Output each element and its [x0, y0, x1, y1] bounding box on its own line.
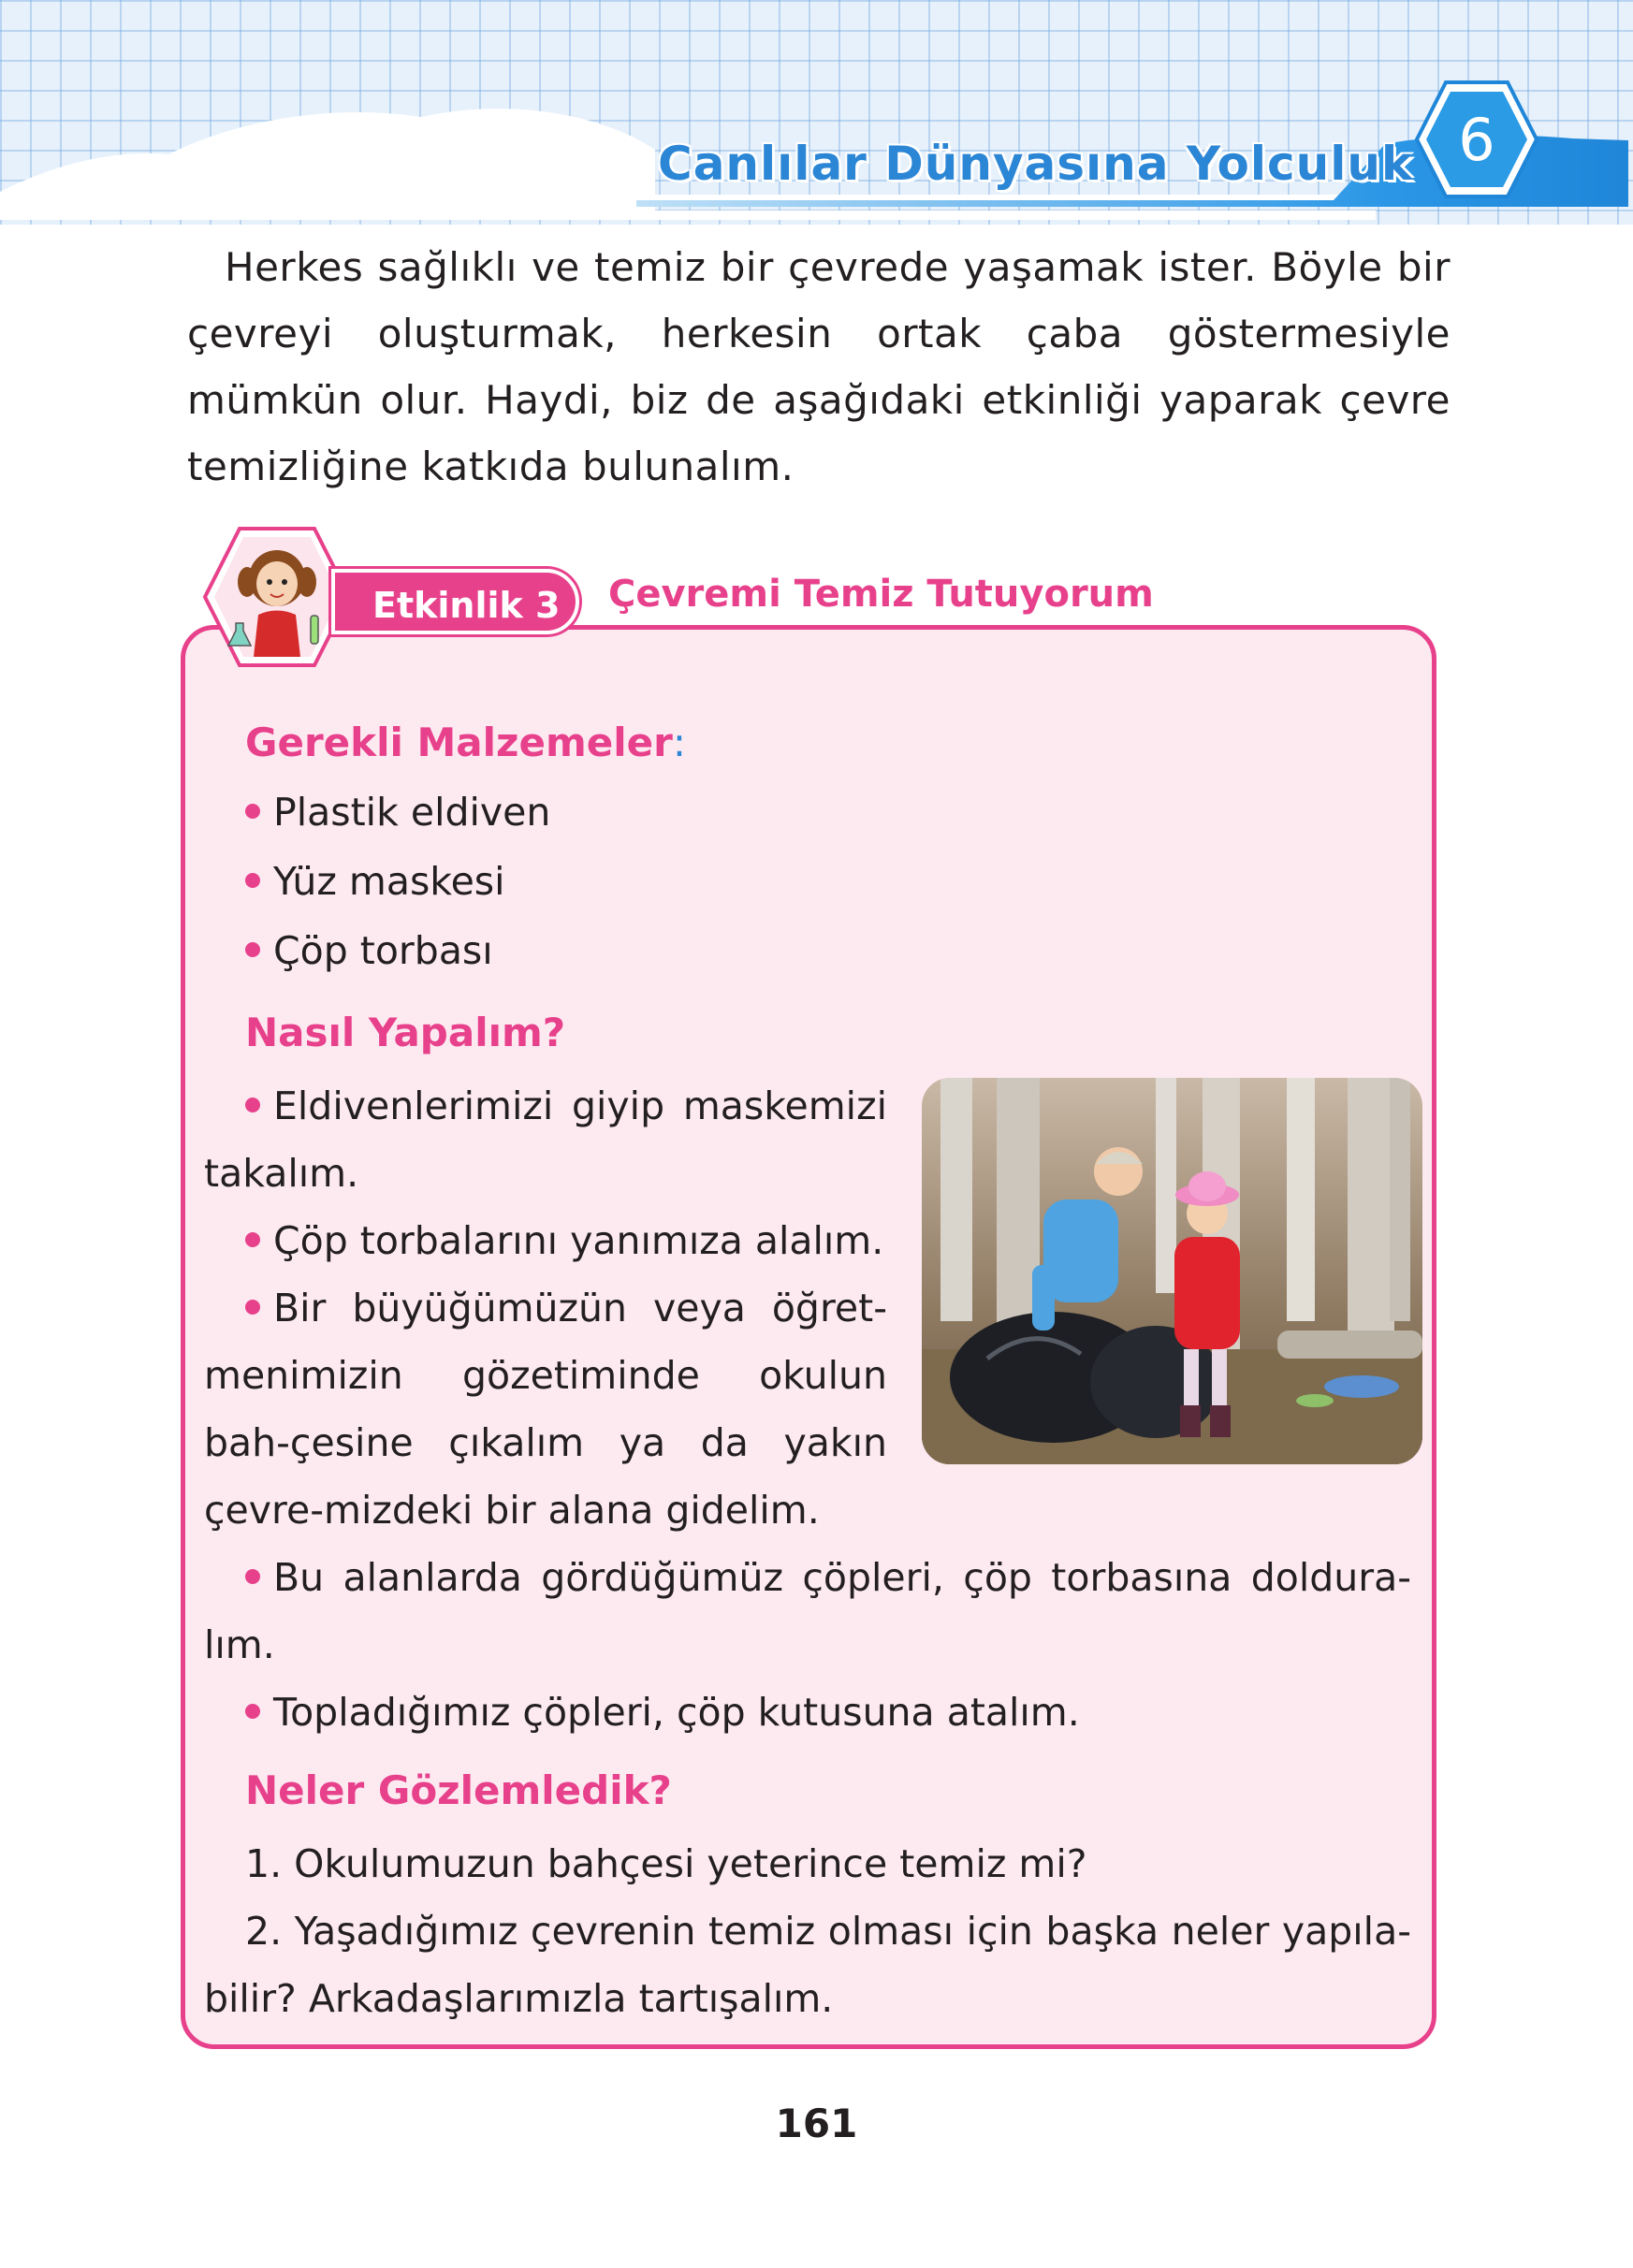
question-paragraph: 1. Okulumuzun bahçesi yeterince temiz mi? [245, 1841, 1087, 1886]
page-number: 161 [775, 2101, 858, 2146]
bullet-icon [245, 942, 260, 957]
step-paragraph: Topladığımız çöpleri, çöp kutusuna atalım. [204, 1679, 1411, 1746]
children-cleaning-photo [922, 1078, 1422, 1464]
girl-scientist-icon [202, 526, 352, 668]
step-paragraph: Eldivenlerimizi giyip maskemizi takalım. [204, 1083, 887, 1196]
intro-paragraph: Herkes sağlıklı ve temiz bir çevrede yaşamak ister. Böyle bir çevreyi oluşturmak, herkesin ortak çaba göstermesiyle mümkün olur. Haydi, biz de aşağıdaki etkinliği yaparak çevre temizliğine katkıda bulunalım. [187, 244, 1451, 489]
method-heading: Nasıl Yapalım? [245, 1010, 566, 1055]
bullet-icon [245, 1232, 260, 1247]
bullet-icon [245, 1569, 260, 1584]
bullet-icon [245, 1704, 260, 1719]
bullet-icon [245, 1098, 260, 1112]
chapter-number: 6 [1458, 105, 1495, 174]
activity-title: Çevremi Temiz Tutuyorum [608, 573, 1154, 616]
activity-tag: Etkinlik 3 [331, 569, 579, 634]
bullet-icon [245, 1300, 260, 1315]
observations-heading: Neler Gözlemledik? [245, 1767, 672, 1813]
step-paragraph: Çöp torbalarını yanımıza alalım. [204, 1207, 887, 1274]
list-item: Çöp torbası [245, 923, 493, 979]
bullet-icon [245, 804, 260, 819]
list-item: Plastik eldiven [245, 784, 550, 840]
chapter-title: Canlılar Dünyasına Yolculuk [658, 137, 1414, 191]
question-paragraph: 2. Yaşadığımız çevrenin temiz olması için başka neler yapıla-bilir? Arkadaşlarımızla tartışalım. [204, 1909, 1411, 2021]
step-paragraph: Bu alanlarda gördüğümüz çöpleri, çöp torbasına doldura-lım. [204, 1555, 1411, 1667]
step-paragraph: Bir büyüğümüzün veya öğret-menimizin gözetiminde okulun bah-çesine çıkalım ya da yakın çevre-mizdeki bir alana gidelim. [204, 1286, 887, 1533]
materials-heading: Gerekli Malzemeler: [245, 720, 686, 765]
list-item: Yüz maskesi [245, 853, 505, 909]
bullet-icon [245, 873, 260, 888]
